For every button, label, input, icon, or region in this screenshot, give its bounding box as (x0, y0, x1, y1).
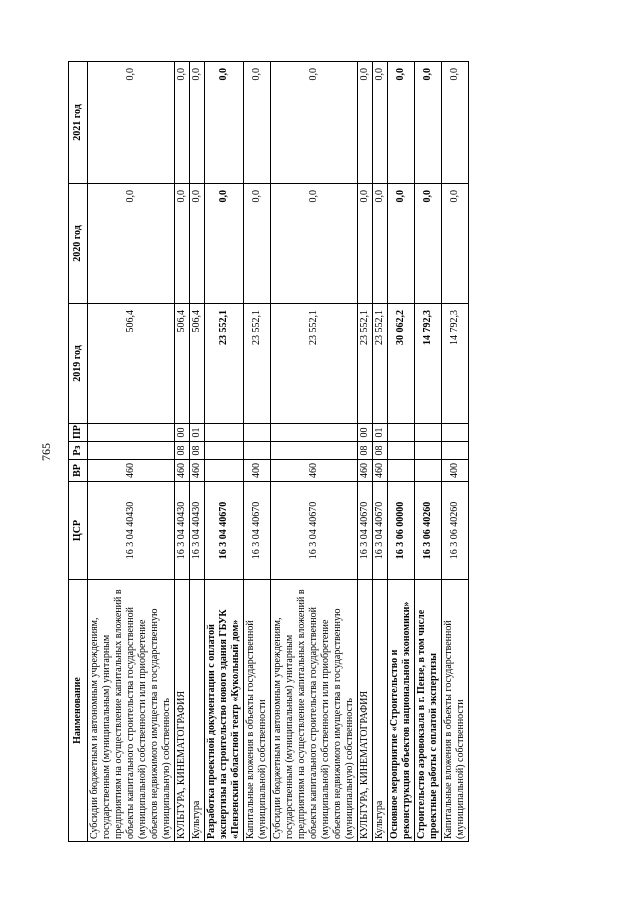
cell-pr (88, 424, 175, 442)
page-number: 765 (39, 443, 53, 461)
cell-2019: 30 062,2 (388, 304, 415, 424)
cell-rz (442, 442, 469, 460)
cell-rz: 08 (373, 442, 388, 460)
cell-pr: 01 (373, 424, 388, 442)
table-row (442, 62, 469, 842)
cell-csr: 16 3 04 40670 (271, 482, 358, 580)
table-row (415, 62, 442, 842)
cell-csr: 16 3 04 40670 (358, 482, 373, 580)
cell-vr (205, 460, 244, 482)
cell-2021: 0,0 (358, 62, 373, 184)
cell-csr: 16 3 04 40670 (205, 482, 244, 580)
cell-vr: 460 (373, 460, 388, 482)
cell-2019: 14 792,3 (415, 304, 442, 424)
cell-2021: 0,0 (205, 62, 244, 184)
cell-name: Субсидии бюджетным и автономным учреждениям, государственным (муниципальным) унитарным предприятиям на осуществление капитальных вложений в объекты капитального строительства государственной (муниципальной) собственности или приобретение объектов недвижимого имущества в государственную (муниципальную) собственность (88, 580, 175, 842)
table-row (373, 62, 388, 842)
cell-rz: 08 (190, 442, 205, 460)
cell-csr: 16 3 06 00000 (388, 482, 415, 580)
table-row (205, 62, 244, 842)
cell-vr: 400 (442, 460, 469, 482)
cell-2020: 0,0 (415, 184, 442, 304)
table-row (271, 62, 358, 842)
cell-2021: 0,0 (373, 62, 388, 184)
cell-2020: 0,0 (358, 184, 373, 304)
cell-pr: 01 (190, 424, 205, 442)
cell-name: Разработка проектной документации с оплатой экспертизы на строительство нового здания ГБУК «Пензенский областной театр «Кукольный дом» (205, 580, 244, 842)
cell-csr: 16 3 04 40670 (244, 482, 271, 580)
header-pr: ПР (69, 424, 88, 442)
cell-pr (271, 424, 358, 442)
cell-vr (388, 460, 415, 482)
cell-2021: 0,0 (190, 62, 205, 184)
cell-2019: 23 552,1 (244, 304, 271, 424)
header-2019: 2019 год (69, 304, 88, 424)
cell-2020: 0,0 (271, 184, 358, 304)
cell-vr: 400 (244, 460, 271, 482)
cell-csr: 16 3 04 40430 (175, 482, 190, 580)
table-row (358, 62, 373, 842)
cell-rz (271, 442, 358, 460)
cell-vr: 460 (358, 460, 373, 482)
cell-2021: 0,0 (415, 62, 442, 184)
cell-2020: 0,0 (88, 184, 175, 304)
cell-name: Основное мероприятие «Строительство и реконструкция объектов национальной экономики» (388, 580, 415, 842)
cell-2020: 0,0 (442, 184, 469, 304)
cell-vr: 460 (88, 460, 175, 482)
cell-pr (205, 424, 244, 442)
cell-rz (244, 442, 271, 460)
table-row (190, 62, 205, 842)
cell-vr: 460 (190, 460, 205, 482)
header-2021: 2021 год (69, 62, 88, 184)
cell-rz (88, 442, 175, 460)
cell-2020: 0,0 (175, 184, 190, 304)
table-row (388, 62, 415, 842)
cell-pr (244, 424, 271, 442)
header-vr: ВР (69, 460, 88, 482)
cell-2021: 0,0 (442, 62, 469, 184)
table-row (88, 62, 175, 842)
cell-2020: 0,0 (244, 184, 271, 304)
cell-2021: 0,0 (88, 62, 175, 184)
cell-name: КУЛЬТУРА, КИНЕМАТОГРАФИЯ (175, 580, 190, 842)
cell-name: Культура (190, 580, 205, 842)
table-body (88, 62, 469, 842)
cell-2019: 506,4 (175, 304, 190, 424)
cell-rz (388, 442, 415, 460)
cell-name: Субсидии бюджетным и автономным учреждениям, государственным (муниципальным) унитарным предприятиям на осуществление капитальных вложений в объекты капитального строительства государственной (муниципальной) собственности или приобретение объектов недвижимого имущества в государственную (муниципальную) собственность (271, 580, 358, 842)
cell-2019: 23 552,1 (358, 304, 373, 424)
cell-2020: 0,0 (190, 184, 205, 304)
cell-vr (415, 460, 442, 482)
cell-2021: 0,0 (244, 62, 271, 184)
table-row (175, 62, 190, 842)
cell-2020: 0,0 (388, 184, 415, 304)
cell-name: Капитальные вложения в объекты государственной (муниципальной) собственности (244, 580, 271, 842)
header-csr: ЦСР (69, 482, 88, 580)
cell-2020: 0,0 (205, 184, 244, 304)
cell-2019: 506,4 (88, 304, 175, 424)
cell-vr: 460 (271, 460, 358, 482)
table-row (244, 62, 271, 842)
cell-name: Капитальные вложения в объекты государственной (муниципальной) собственности (442, 580, 469, 842)
header-rz: Рз (69, 442, 88, 460)
cell-rz: 08 (358, 442, 373, 460)
cell-csr: 16 3 06 40260 (415, 482, 442, 580)
cell-csr: 16 3 04 40430 (190, 482, 205, 580)
cell-pr (442, 424, 469, 442)
budget-table (68, 61, 469, 842)
cell-name: Культура (373, 580, 388, 842)
header-name: Наименование (69, 580, 88, 842)
cell-csr: 16 3 04 40670 (373, 482, 388, 580)
cell-2021: 0,0 (388, 62, 415, 184)
cell-pr: 00 (358, 424, 373, 442)
cell-pr (388, 424, 415, 442)
cell-2020: 0,0 (373, 184, 388, 304)
header-2020: 2020 год (69, 184, 88, 304)
cell-rz (205, 442, 244, 460)
cell-pr (415, 424, 442, 442)
budget-table-container (68, 62, 578, 842)
cell-2021: 0,0 (271, 62, 358, 184)
cell-pr: 00 (175, 424, 190, 442)
cell-vr: 460 (175, 460, 190, 482)
cell-name: КУЛЬТУРА, КИНЕМАТОГРАФИЯ (358, 580, 373, 842)
cell-rz (415, 442, 442, 460)
cell-csr: 16 3 06 40260 (442, 482, 469, 580)
cell-2019: 23 552,1 (373, 304, 388, 424)
table-header-row (69, 62, 88, 842)
cell-name: Строительство аэровокзала в г. Пензе, в том числе проектные работы с оплатой экспертизы (415, 580, 442, 842)
cell-2019: 506,4 (190, 304, 205, 424)
cell-2019: 23 552,1 (271, 304, 358, 424)
cell-2019: 23 552,1 (205, 304, 244, 424)
cell-csr: 16 3 04 40430 (88, 482, 175, 580)
cell-2019: 14 792,3 (442, 304, 469, 424)
cell-2021: 0,0 (175, 62, 190, 184)
cell-rz: 08 (175, 442, 190, 460)
